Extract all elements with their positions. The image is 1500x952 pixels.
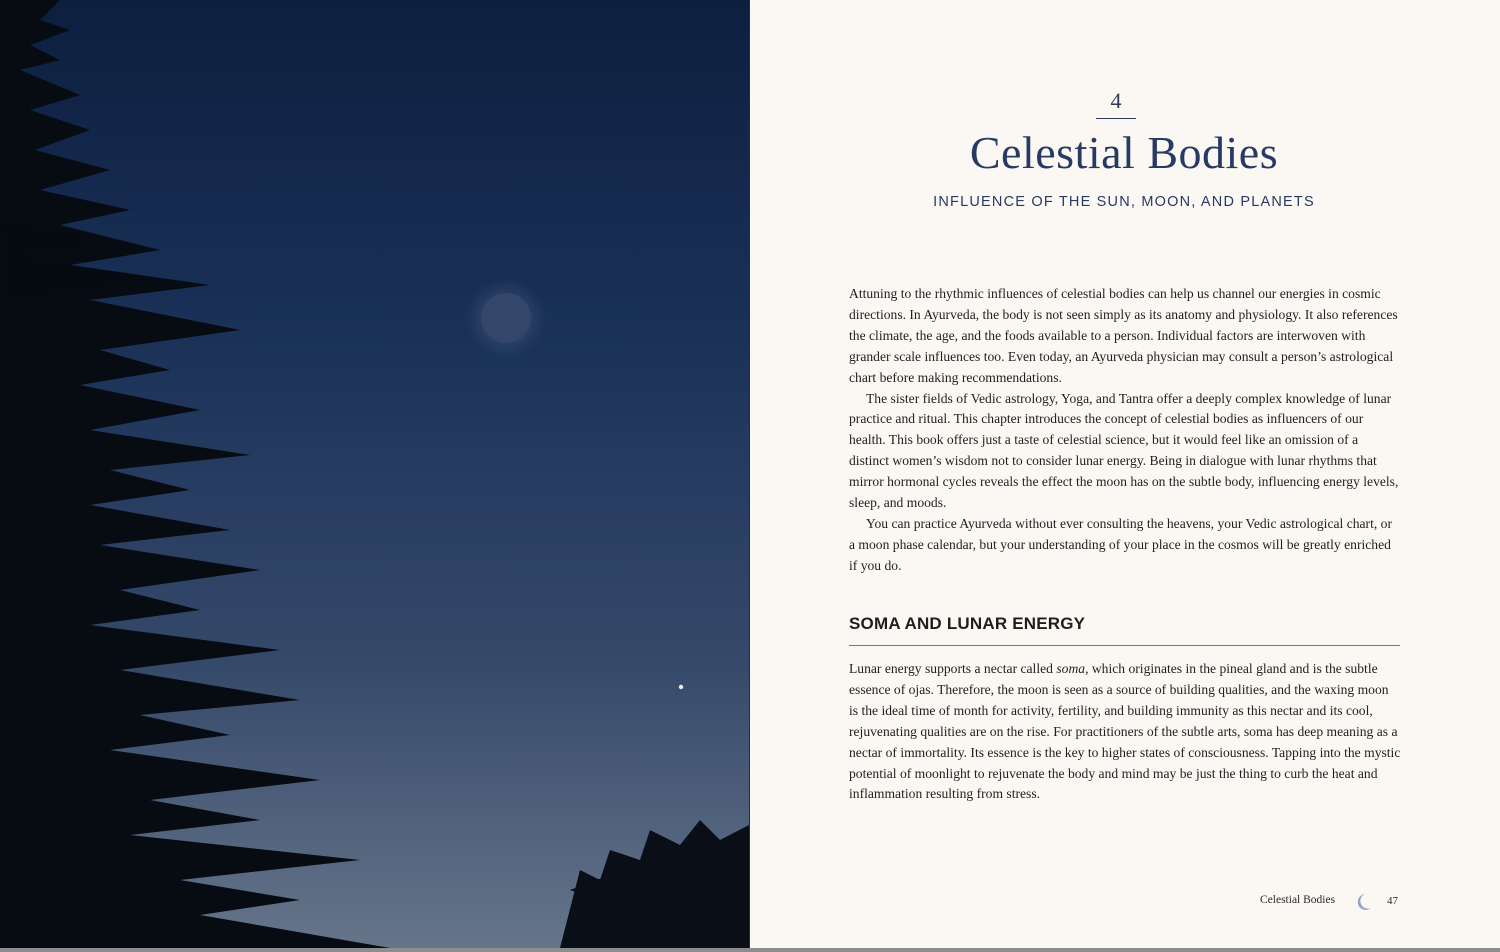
bottom-edge-bar	[0, 948, 1500, 952]
intro-paragraph-2: The sister fields of Vedic astrology, Yoga, and Tantra offer a deeply complex knowledge of lunar practice and ritual. This chapter introduces the concept of celestial bodies as influencers of our health. This book offers just a taste of celestial science, but it would feel like an omission of a distinct women’s wisdom not to consider lunar energy. Being in dialogue with lunar rhythms that mirror hormonal cycles reveals the effect the moon has on the subtle body, influencing energy levels, sleep, and moods.	[849, 390, 1399, 511]
soma-paragraph	[849, 659, 1401, 805]
running-footer-title: Celestial Bodies	[1260, 894, 1336, 906]
chapter-subtitle: INFLUENCE OF THE SUN, MOON, AND PLANETS	[933, 194, 1315, 210]
intro-text	[849, 284, 1401, 577]
crescent-moon-icon	[1353, 892, 1373, 912]
text-page	[750, 0, 1500, 948]
soma-text-part-1: Lunar energy supports a nectar called	[849, 661, 1057, 676]
section-rule	[849, 645, 1400, 646]
intro-paragraph-1: Attuning to the rhythmic influences of celestial bodies can help us channel our energies in cosmic directions. In Ayurveda, the body is not seen simply as its anatomy and physiology. It also references the climate, the age, and the foods available to a person. Individual factors are interwoven with grander scale influences too. Even today, an Ayurveda physician may consult a person’s astrological chart before making recommendations.	[849, 286, 1398, 385]
chapter-number-rule	[1096, 118, 1136, 119]
soma-term: soma	[1056, 661, 1086, 676]
chapter-title: Celestial Bodies	[969, 127, 1279, 178]
soma-text-part-2: , which originates in the pineal gland and is the subtle essence of ojas. Therefore, the moon is seen as a source of building qualities, and the waxing moon is the ideal time of month for activity, fertility, and building immunity as this nectar and its cool, rejuvenating qualities are on the rise. For practitioners of the subtle arts, soma has deep meaning as a nectar of immortality. Its essence is the key to higher states of consciousness. Tapping into the mystic potential of moonlight to rejuvenate the body and mind may be just the thing to curb the heat and inflammation resulting from stress.	[849, 661, 1401, 802]
crescent-moon	[466, 278, 546, 358]
chapter-number: 4	[1110, 88, 1122, 113]
page-number: 47	[1387, 895, 1398, 907]
night-sky-photo	[0, 0, 749, 948]
soma-text	[849, 659, 1401, 805]
intro-paragraph-3: You can practice Ayurveda without ever consulting the heavens, your Vedic astrological chart, or a moon phase calendar, but your understanding of your place in the cosmos will be greatly enriched if you do.	[849, 515, 1392, 573]
planet-star	[679, 685, 683, 689]
section-heading-soma: SOMA AND LUNAR ENERGY	[849, 614, 1086, 633]
